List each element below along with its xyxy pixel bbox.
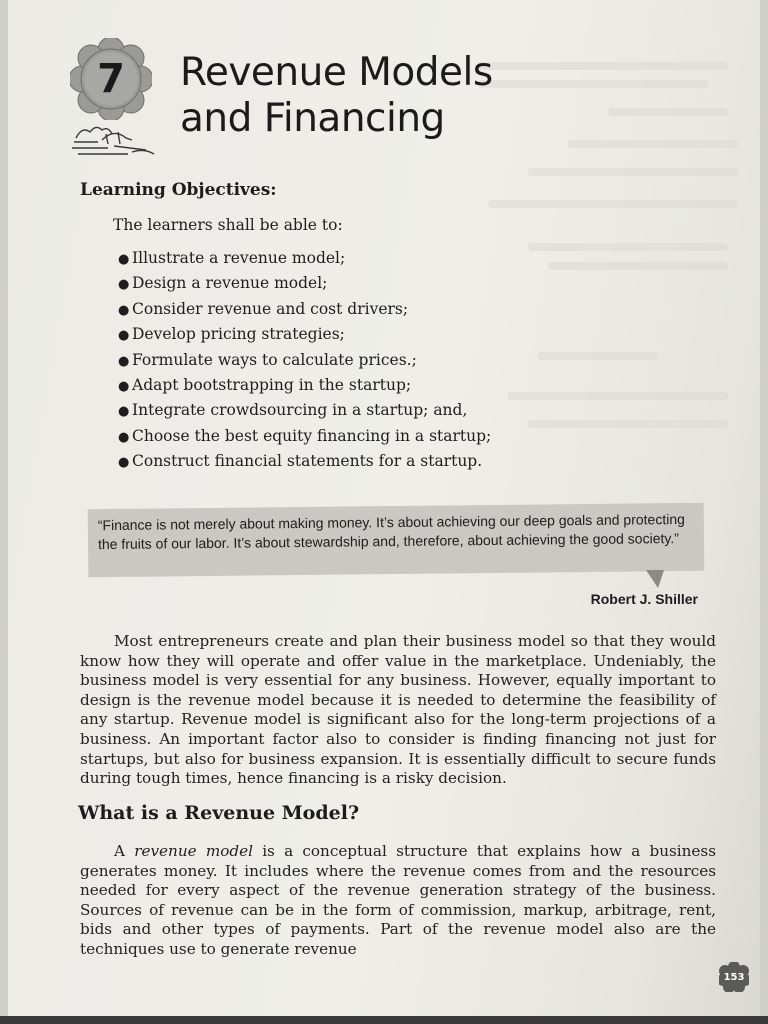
learning-objectives-heading: Learning Objectives: xyxy=(80,180,277,200)
learning-objectives-intro: The learners shall be able to: xyxy=(113,216,343,234)
objective-text: Adapt bootstrapping in the startup; xyxy=(132,375,412,394)
list-item xyxy=(118,424,491,449)
list-item xyxy=(118,348,491,373)
quote-box: “Finance is not merely about making money. It’s about achieving our deep goals and protecting the fruits of our labor. It’s about stewardship and, therefore, about achieving the good society.” xyxy=(88,503,705,577)
bullet-icon: ● xyxy=(118,252,130,267)
bleed-through-text xyxy=(478,80,708,88)
bullet-icon: ● xyxy=(118,277,130,293)
chapter-number: 7 xyxy=(97,56,125,102)
intro-paragraph-text: Most entrepreneurs create and plan their business model so that they would know how they will operate and offer value in the marketplace. Undeniably, the business model is very essential for any business. However, equally important to design is the revenue model because it is needed to determine the feasibility of any startup. Revenue model is significant also for the long-term projections of a business. An important factor also to consider is finding financing not just for startups, but also for business expansion. It is essentially difficult to secure funds during tough times, hence financing is a risky decision. xyxy=(80,632,716,788)
chapter-title-line-2: and Financing xyxy=(180,96,445,141)
section-paragraph-text: is a conceptual structure that explains how a business generates money. It includes where the revenue comes from and the resources needed for every aspect of the revenue generation strategy of the business. Sources of revenue can be in the form of commission, markup, arbitrage, rent, bids and other types of payments. Part of the revenue model also are the techniques use to generate revenue xyxy=(80,842,717,958)
bleed-through-text xyxy=(568,140,738,148)
bleed-through-text xyxy=(478,62,728,70)
chapter-title-line-1: Revenue Models xyxy=(180,50,493,95)
bullet-icon: ● xyxy=(118,353,130,369)
objective-text: Illustrate a revenue model; xyxy=(132,249,346,267)
bleed-through-text xyxy=(488,200,738,208)
objective-text: Consider revenue and cost drivers; xyxy=(132,299,409,318)
section-heading: What is a Revenue Model? xyxy=(78,802,360,824)
defined-term: revenue model xyxy=(134,842,253,860)
list-item xyxy=(118,322,491,347)
bullet-icon: ● xyxy=(118,404,130,420)
learning-objectives-list xyxy=(118,246,491,475)
quote-author: Robert J. Shiller xyxy=(590,591,698,607)
chapter-title xyxy=(180,50,493,142)
section-paragraph-prefix: A xyxy=(114,842,135,860)
book-page xyxy=(8,0,760,1024)
page-number-badge xyxy=(719,962,749,992)
objective-text: Integrate crowdsourcing in a startup; and, xyxy=(132,401,468,420)
section-paragraph xyxy=(80,842,716,960)
intro-paragraph xyxy=(80,632,716,789)
bullet-icon: ● xyxy=(118,328,130,344)
bleed-through-text xyxy=(528,168,738,176)
objective-text: Choose the best equity financing in a startup; xyxy=(132,426,492,445)
book-bottom-edge xyxy=(0,1016,768,1024)
chapter-number-badge xyxy=(70,38,152,120)
bullet-icon: ● xyxy=(118,455,130,471)
bleed-through-text xyxy=(608,108,728,116)
list-item xyxy=(118,297,491,322)
bleed-through-text xyxy=(548,262,728,270)
objective-text: Formulate ways to calculate prices.; xyxy=(132,350,417,369)
objective-text: Develop pricing strategies; xyxy=(132,325,345,344)
bullet-icon: ● xyxy=(118,429,130,445)
list-item xyxy=(118,449,491,474)
bleed-through-text xyxy=(528,243,728,251)
objective-text: Construct financial statements for a startup. xyxy=(132,452,483,471)
list-item xyxy=(118,246,491,271)
speech-tail-icon xyxy=(644,570,666,590)
bullet-icon: ● xyxy=(118,378,130,394)
bleed-through-text xyxy=(508,392,728,400)
reading-figure-icon xyxy=(68,118,160,160)
list-item xyxy=(118,271,491,296)
page-number: 153 xyxy=(723,971,745,983)
list-item xyxy=(118,373,491,398)
bleed-through-text xyxy=(538,352,658,360)
list-item xyxy=(118,398,491,423)
bleed-through-text xyxy=(528,420,728,428)
objective-text: Design a revenue model; xyxy=(132,274,328,293)
bullet-icon: ● xyxy=(118,302,130,318)
